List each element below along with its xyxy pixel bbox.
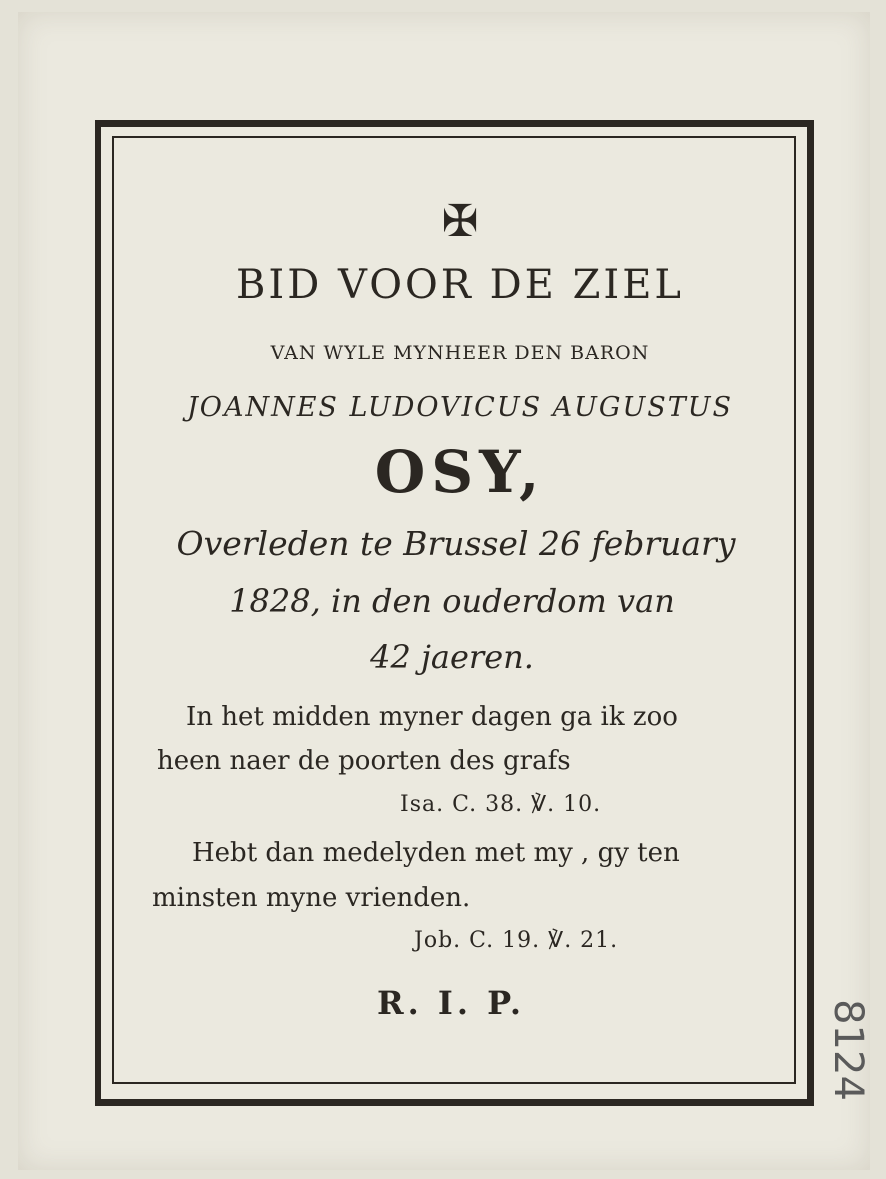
inventory-number: 8124 <box>825 999 871 1101</box>
heading: BID VOOR DE ZIEL <box>236 262 684 308</box>
verse-1-line-1: In het midden myner dagen ga ik zoo <box>186 702 678 732</box>
given-names: JOANNES LUDOVICUS AUGUSTUS <box>186 392 733 423</box>
verse-2-line-2: minsten myne vrienden. <box>152 883 471 913</box>
verse-1-line-2: heen naer de poorten des grafs <box>157 746 571 776</box>
subheading: VAN WYLE MYNHEER DEN BARON <box>270 342 650 364</box>
death-line-1: Overleden te Brussel 26 february <box>176 524 736 563</box>
cross-icon: ✠ <box>441 196 479 247</box>
death-line-2: 1828, in den ouderdom van <box>229 582 675 620</box>
verse-2-reference: Job. C. 19. ℣. 21. <box>414 928 619 953</box>
surname: OSY, <box>374 438 546 506</box>
closing-rip: R. I. P. <box>376 984 526 1022</box>
death-line-3: 42 jaeren. <box>370 638 534 676</box>
verse-1-reference: Isa. C. 38. ℣. 10. <box>400 792 602 817</box>
verse-2-line-1: Hebt dan medelyden met my , gy ten <box>192 838 680 868</box>
